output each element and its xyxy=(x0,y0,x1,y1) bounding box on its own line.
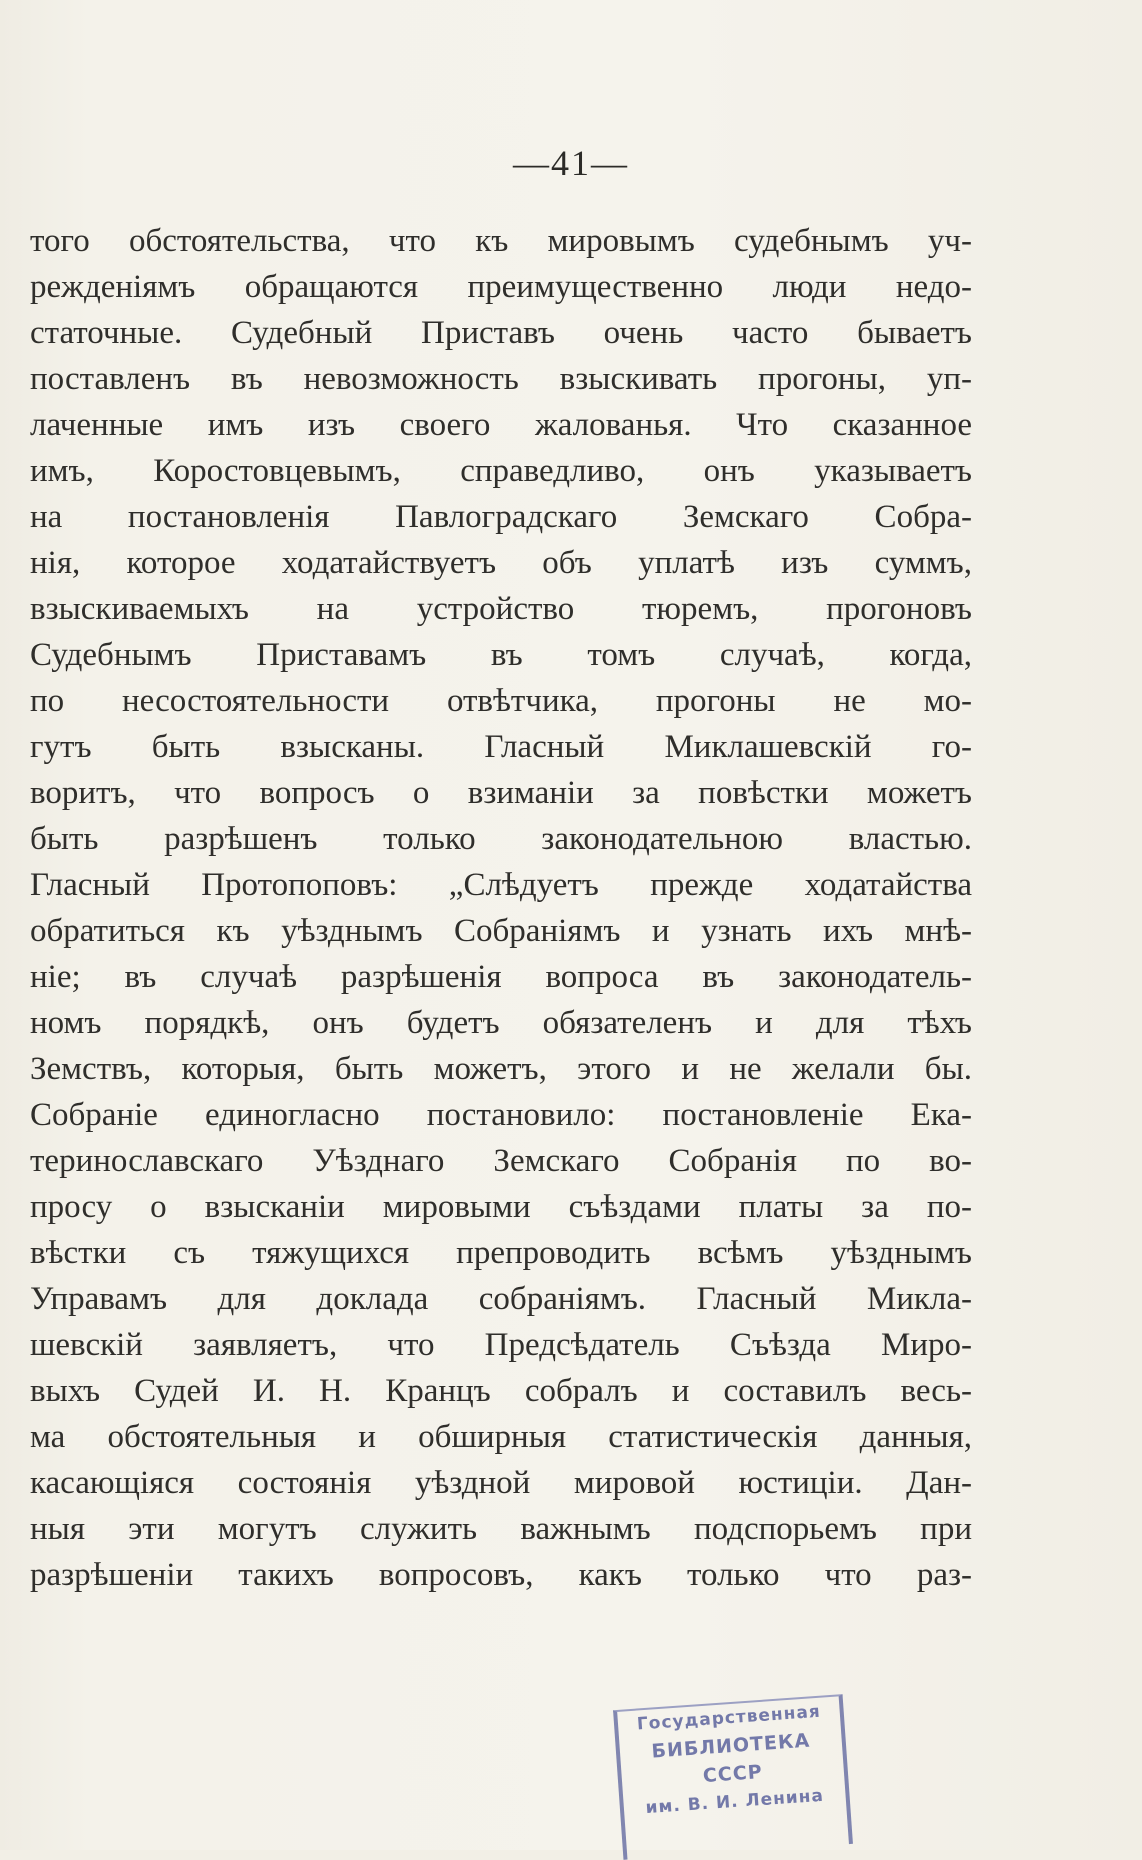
page-number-value: 41 xyxy=(551,143,591,183)
text-line: теринославскаго Уѣзднаго Земскаго Собранія по во- xyxy=(30,1143,972,1179)
stamp-line: СССР xyxy=(702,1760,764,1788)
text-line: гутъ быть взысканы. Гласный Миклашевскій го- xyxy=(30,729,972,765)
text-line: воритъ, что вопросъ о взиманіи за повѣстки можетъ xyxy=(30,775,972,811)
text-line: Управамъ для доклада собраніямъ. Гласный Микла- xyxy=(30,1281,972,1317)
text-line: ніе; въ случаѣ разрѣшенія вопроса въ законодатель- xyxy=(30,959,972,995)
text-line: Земствъ, которыя, быть можетъ, этого и не желали бы. xyxy=(30,1051,972,1087)
text-line: Гласный Протопоповъ: „Слѣдуетъ прежде ходатайства xyxy=(30,867,972,903)
text-line: лаченные имъ изъ своего жалованья. Что сказанное xyxy=(30,407,972,443)
stamp-line: им. В. И. Ленина xyxy=(644,1785,825,1819)
library-stamp xyxy=(613,1694,853,1860)
text-line: номъ порядкѣ, онъ будетъ обязателенъ и для тѣхъ xyxy=(30,1005,972,1041)
text-line: шевскій заявляетъ, что Предсѣдатель Съѣзда Миро- xyxy=(30,1327,972,1363)
text-line: на постановленія Павлоградскаго Земскаго Собра- xyxy=(30,499,972,535)
text-line: того обстоятельства, что къ мировымъ судебнымъ уч- xyxy=(30,223,972,259)
text-line: быть разрѣшенъ только законодательною властью. xyxy=(30,821,972,857)
text-line: имъ, Коростовцевымъ, справедливо, онъ указываетъ xyxy=(30,453,972,489)
stamp-line: БИБЛИОТЕКА xyxy=(650,1729,811,1763)
text-line: ныя эти могутъ служить важнымъ подспорьемъ при xyxy=(30,1511,972,1547)
text-line: вѣстки съ тяжущихся препроводить всѣмъ уѣзднымъ xyxy=(30,1235,972,1271)
text-line: разрѣшеніи такихъ вопросовъ, какъ только что раз- xyxy=(30,1557,972,1593)
body-text xyxy=(30,218,972,1598)
text-line: просу о взысканіи мировыми съѣздами платы за по- xyxy=(30,1189,972,1225)
text-line: обратиться къ уѣзднымъ Собраніямъ и узнать ихъ мнѣ- xyxy=(30,913,972,949)
text-line: Собраніе единогласно постановило: постановленіе Ека- xyxy=(30,1097,972,1133)
text-line: ма обстоятельныя и обширныя статистическія данныя, xyxy=(30,1419,972,1455)
stamp-line: Государственная xyxy=(636,1701,822,1735)
text-line: касающіяся состоянія уѣздной мировой юстиціи. Дан- xyxy=(30,1465,972,1501)
text-line: взыскиваемыхъ на устройство тюремъ, прогоновъ xyxy=(30,591,972,627)
text-line: режденіямъ обращаются преимущественно люди недо- xyxy=(30,269,972,305)
text-line: выхъ Судей И. Н. Кранцъ собралъ и составилъ весь- xyxy=(30,1373,972,1409)
text-line: нія, которое ходатайствуетъ объ уплатѣ изъ суммъ, xyxy=(30,545,972,581)
text-line: статочные. Судебный Приставъ очень часто бываетъ xyxy=(30,315,972,351)
text-line: по несостоятельности отвѣтчика, прогоны не мо- xyxy=(30,683,972,719)
text-line: поставленъ въ невозможность взыскивать прогоны, уп- xyxy=(30,361,972,397)
text-line: Судебнымъ Приставамъ въ томъ случаѣ, когда, xyxy=(30,637,972,673)
page-number: —41— xyxy=(513,143,629,183)
